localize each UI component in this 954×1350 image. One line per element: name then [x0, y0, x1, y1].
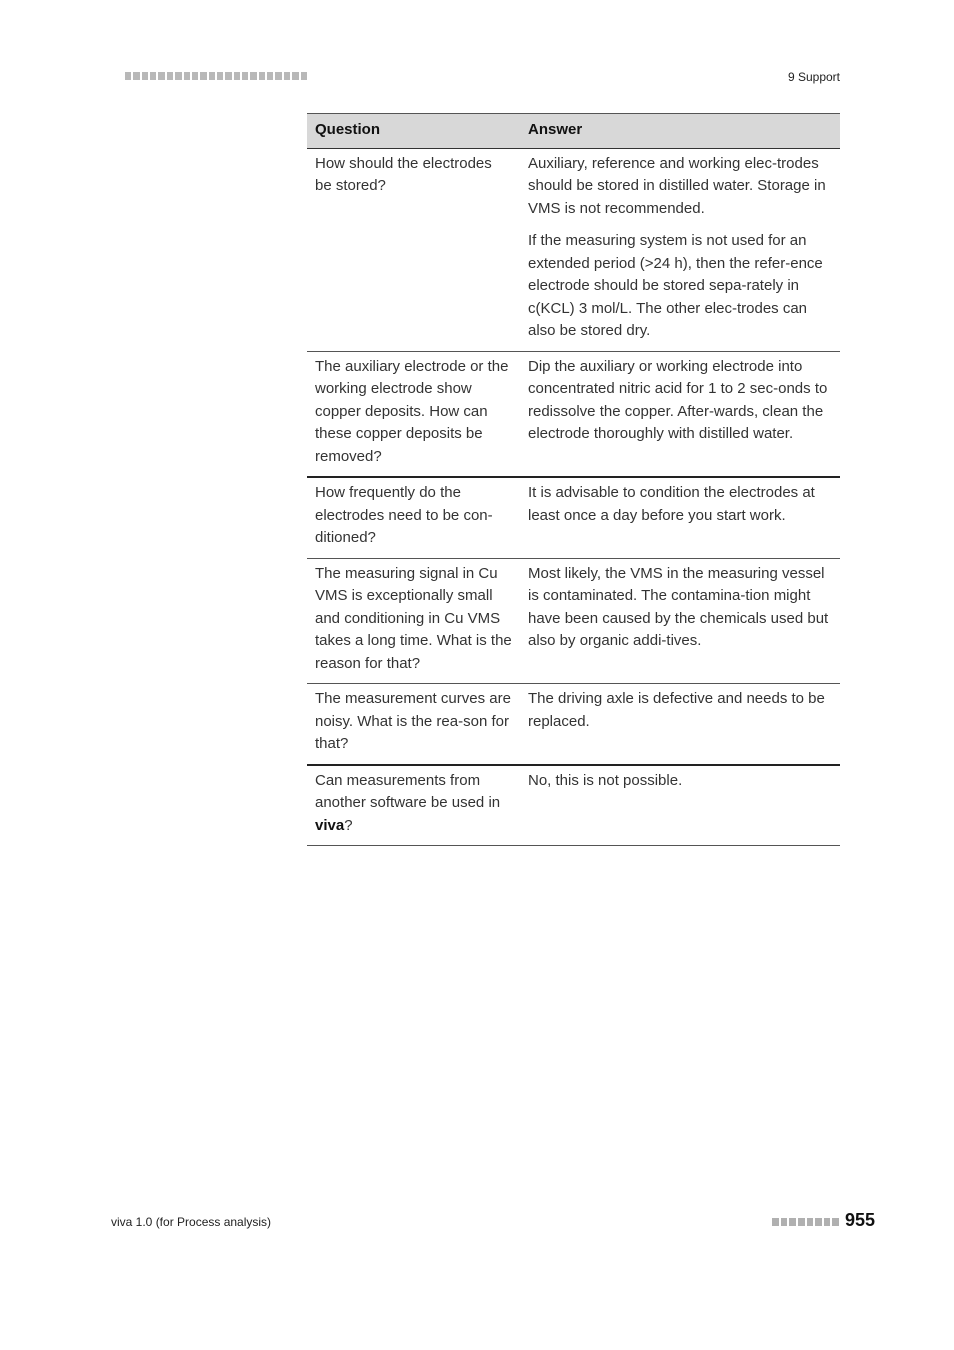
faq-table	[307, 113, 840, 846]
answer-text: Auxiliary, reference and working elec-trodes should be stored in distilled water. Storage in VMS is not recommended.	[528, 154, 826, 217]
answer-cell	[520, 558, 840, 684]
answer-cell	[520, 148, 840, 351]
question-text: The measuring signal in Cu VMS is exceptionally small and conditioning in Cu VMS takes a long time. What is the reason for that?	[315, 564, 512, 672]
column-header-question: Question	[307, 114, 520, 149]
header-decoration	[125, 72, 307, 80]
question-cell	[307, 684, 520, 765]
software-name: viva	[315, 816, 345, 834]
question-cell	[307, 477, 520, 558]
answer-text: No, this is not possible.	[528, 771, 683, 789]
table-row	[307, 558, 840, 684]
answer-cell	[520, 351, 840, 477]
question-cell	[307, 351, 520, 477]
question-cell	[307, 765, 520, 846]
table-row	[307, 684, 840, 765]
question-text-prefix: Can measurements from another software be used in	[315, 771, 501, 811]
question-cell	[307, 148, 520, 351]
table-row	[307, 765, 840, 846]
table-header-row	[307, 114, 840, 149]
table-row	[307, 477, 840, 558]
question-cell	[307, 558, 520, 684]
question-text: The auxiliary electrode or the working electrode show copper deposits. How can these copper deposits be removed?	[315, 357, 509, 465]
answer-text: The driving axle is defective and needs to be replaced.	[528, 690, 825, 730]
table-row	[307, 148, 840, 351]
footer-decoration	[772, 1218, 839, 1226]
running-header-section: 9 Support	[787, 70, 840, 84]
question-text: How frequently do the electrodes need to be con-ditioned?	[315, 484, 493, 546]
answer-cell	[520, 765, 840, 846]
answer-text: It is advisable to condition the electrodes at least once a day before you start work.	[528, 484, 815, 524]
question-text	[315, 770, 512, 838]
question-text: How should the electrodes be stored?	[315, 154, 492, 194]
question-text-suffix: ?	[344, 816, 353, 834]
answer-cell	[520, 477, 840, 558]
page-number: 955	[845, 1210, 876, 1230]
question-text: The measurement curves are noisy. What is the rea-son for that?	[315, 690, 511, 752]
answer-text: Most likely, the VMS in the measuring vessel is contaminated. The contamina-tion might have been caused by the chemicals used but also by organic addi-tives.	[528, 564, 829, 649]
answer-text: If the measuring system is not used for an extended period (>24 h), then the refer-ence electrode should be stored sepa-rately in c(KCL) 3 mol/L. The other elec-trodes can also be stored dry.	[528, 232, 823, 339]
table-row	[307, 351, 840, 477]
answer-text: Dip the auxiliary or working electrode into concentrated nitric acid for 1 to 2 sec-onds to redissolve the copper. After-wards, clean the electrode thoroughly with distilled water.	[528, 357, 828, 442]
answer-cell	[520, 684, 840, 765]
footer-document-title: viva 1.0 (for Process analysis)	[111, 1215, 272, 1229]
column-header-answer: Answer	[520, 114, 840, 149]
